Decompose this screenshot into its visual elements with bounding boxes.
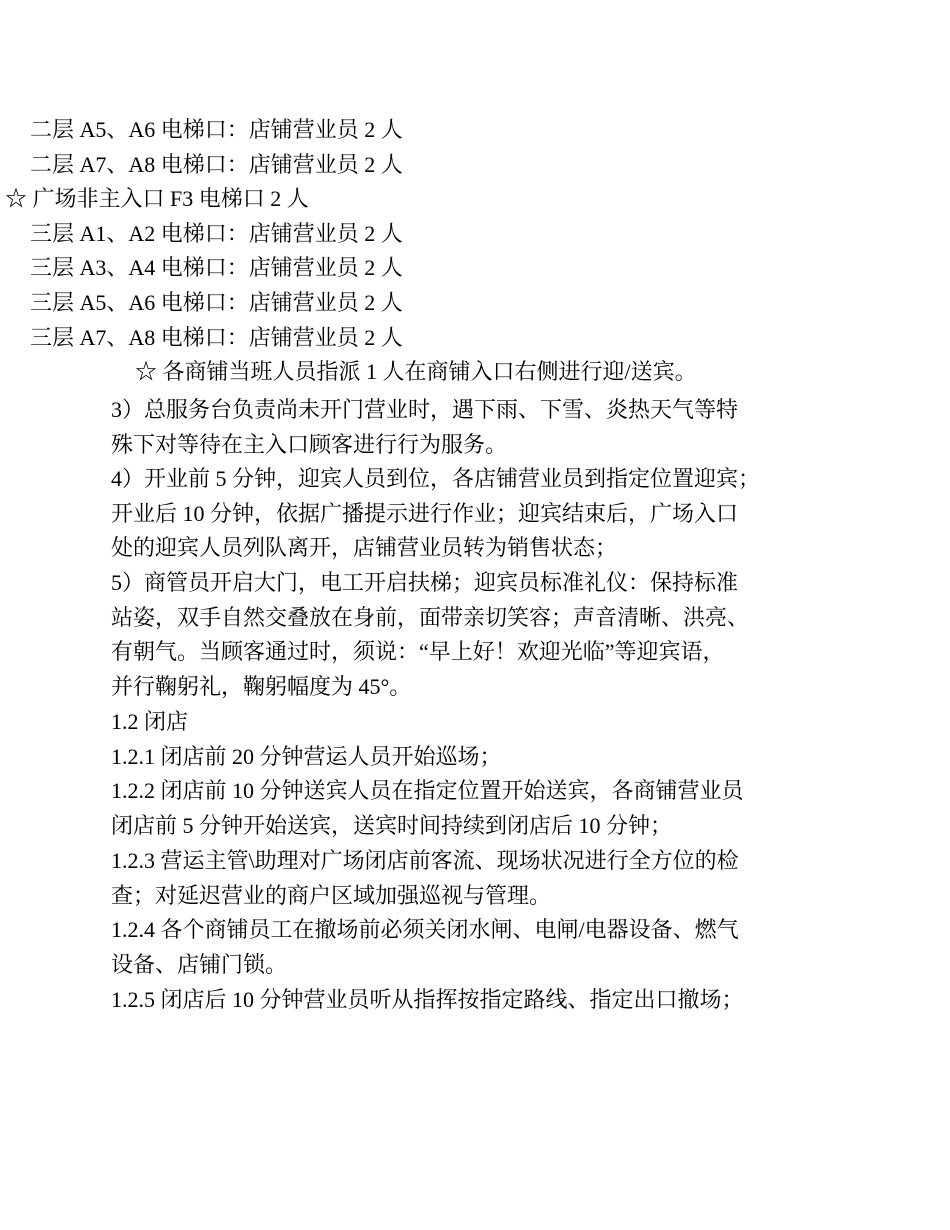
assignment-line: 二层 A7、A8 电梯口：店铺营业员 2 人 bbox=[30, 151, 403, 177]
item-4-paragraph bbox=[111, 462, 823, 566]
paragraph-line: 殊下对等待在主入口顾客进行行为服务。 bbox=[111, 431, 508, 457]
section-heading-closing bbox=[111, 705, 823, 740]
closing-item-2 bbox=[111, 774, 823, 843]
paragraph-line: 站姿，双手自然交叠放在身前，面带亲切笑容；声音清晰、洪亮、 bbox=[111, 604, 750, 630]
paragraph-line: 1.2.5 闭店后 10 分钟营业员听从指挥按指定路线、指定出口撤场； bbox=[111, 987, 744, 1012]
closing-item-5 bbox=[111, 983, 823, 1018]
paragraph-line: 1.2.4 各个商铺员工在撤场前必须关闭水闸、电闸/电器设备、燃气 bbox=[111, 917, 739, 942]
notice-line: ☆ 各商铺当班人员指派 1 人在商铺入口右侧进行迎/送宾。 bbox=[135, 359, 697, 385]
assignment-line: 三层 A7、A8 电梯口：店铺营业员 2 人 bbox=[30, 324, 403, 350]
paragraph-line: 处的迎宾人员列队离开，店铺营业员转为销售状态； bbox=[111, 535, 618, 561]
paragraph-line: 5）商管员开启大门，电工开启扶梯；迎宾员标准礼仪：保持标准 bbox=[111, 570, 739, 595]
paragraph-line: 1.2.3 营运主管\助理对广场闭店前客流、现场状况进行全方位的检 bbox=[111, 848, 739, 873]
item-5-paragraph bbox=[111, 566, 823, 704]
paragraph-line: 闭店前 5 分钟开始送宾，送宾时间持续到闭店后 10 分钟； bbox=[111, 812, 673, 838]
closing-item-1 bbox=[111, 740, 823, 775]
paragraph-line: 3）总服务台负责尚未开门营业时，遇下雨、下雪、炎热天气等特 bbox=[111, 397, 739, 422]
assignment-line: 二层 A5、A6 电梯口：店铺营业员 2 人 bbox=[30, 117, 403, 142]
item-3-paragraph bbox=[111, 393, 823, 462]
entrance-line: ☆ 广场非主入口 F3 电梯口 2 人 bbox=[5, 186, 309, 212]
paragraph-line: 有朝气。当顾客通过时，须说：“早上好！欢迎光临”等迎宾语， bbox=[111, 639, 725, 665]
assignment-line: 三层 A3、A4 电梯口：店铺营业员 2 人 bbox=[30, 255, 403, 281]
paragraph-line: 1.2.1 闭店前 20 分钟营运人员开始巡场； bbox=[111, 744, 502, 769]
floor-assignment-list bbox=[0, 113, 950, 390]
paragraph-line: 设备、店铺门锁。 bbox=[111, 951, 288, 977]
section-heading: 1.2 闭店 bbox=[111, 709, 189, 734]
assignment-line: 三层 A5、A6 电梯口：店铺营业员 2 人 bbox=[30, 289, 403, 315]
closing-item-3 bbox=[111, 844, 823, 913]
paragraph-line: 查；对延迟营业的商户区域加强巡视与管理。 bbox=[111, 882, 552, 908]
paragraph-line: 4）开业前 5 分钟，迎宾人员到位，各店铺营业员到指定位置迎宾； bbox=[111, 466, 761, 491]
paragraph-line: 开业后 10 分钟，依据广播提示进行作业；迎宾结束后，广场入口 bbox=[111, 500, 739, 526]
assignment-line: 三层 A1、A2 电梯口：店铺营业员 2 人 bbox=[30, 220, 403, 246]
closing-item-4 bbox=[111, 913, 823, 982]
paragraph-line: 并行鞠躬礼，鞠躬幅度为 45°。 bbox=[111, 673, 412, 699]
paragraph-line: 1.2.2 闭店前 10 分钟送宾人员在指定位置开始送宾，各商铺营业员 bbox=[111, 778, 744, 803]
